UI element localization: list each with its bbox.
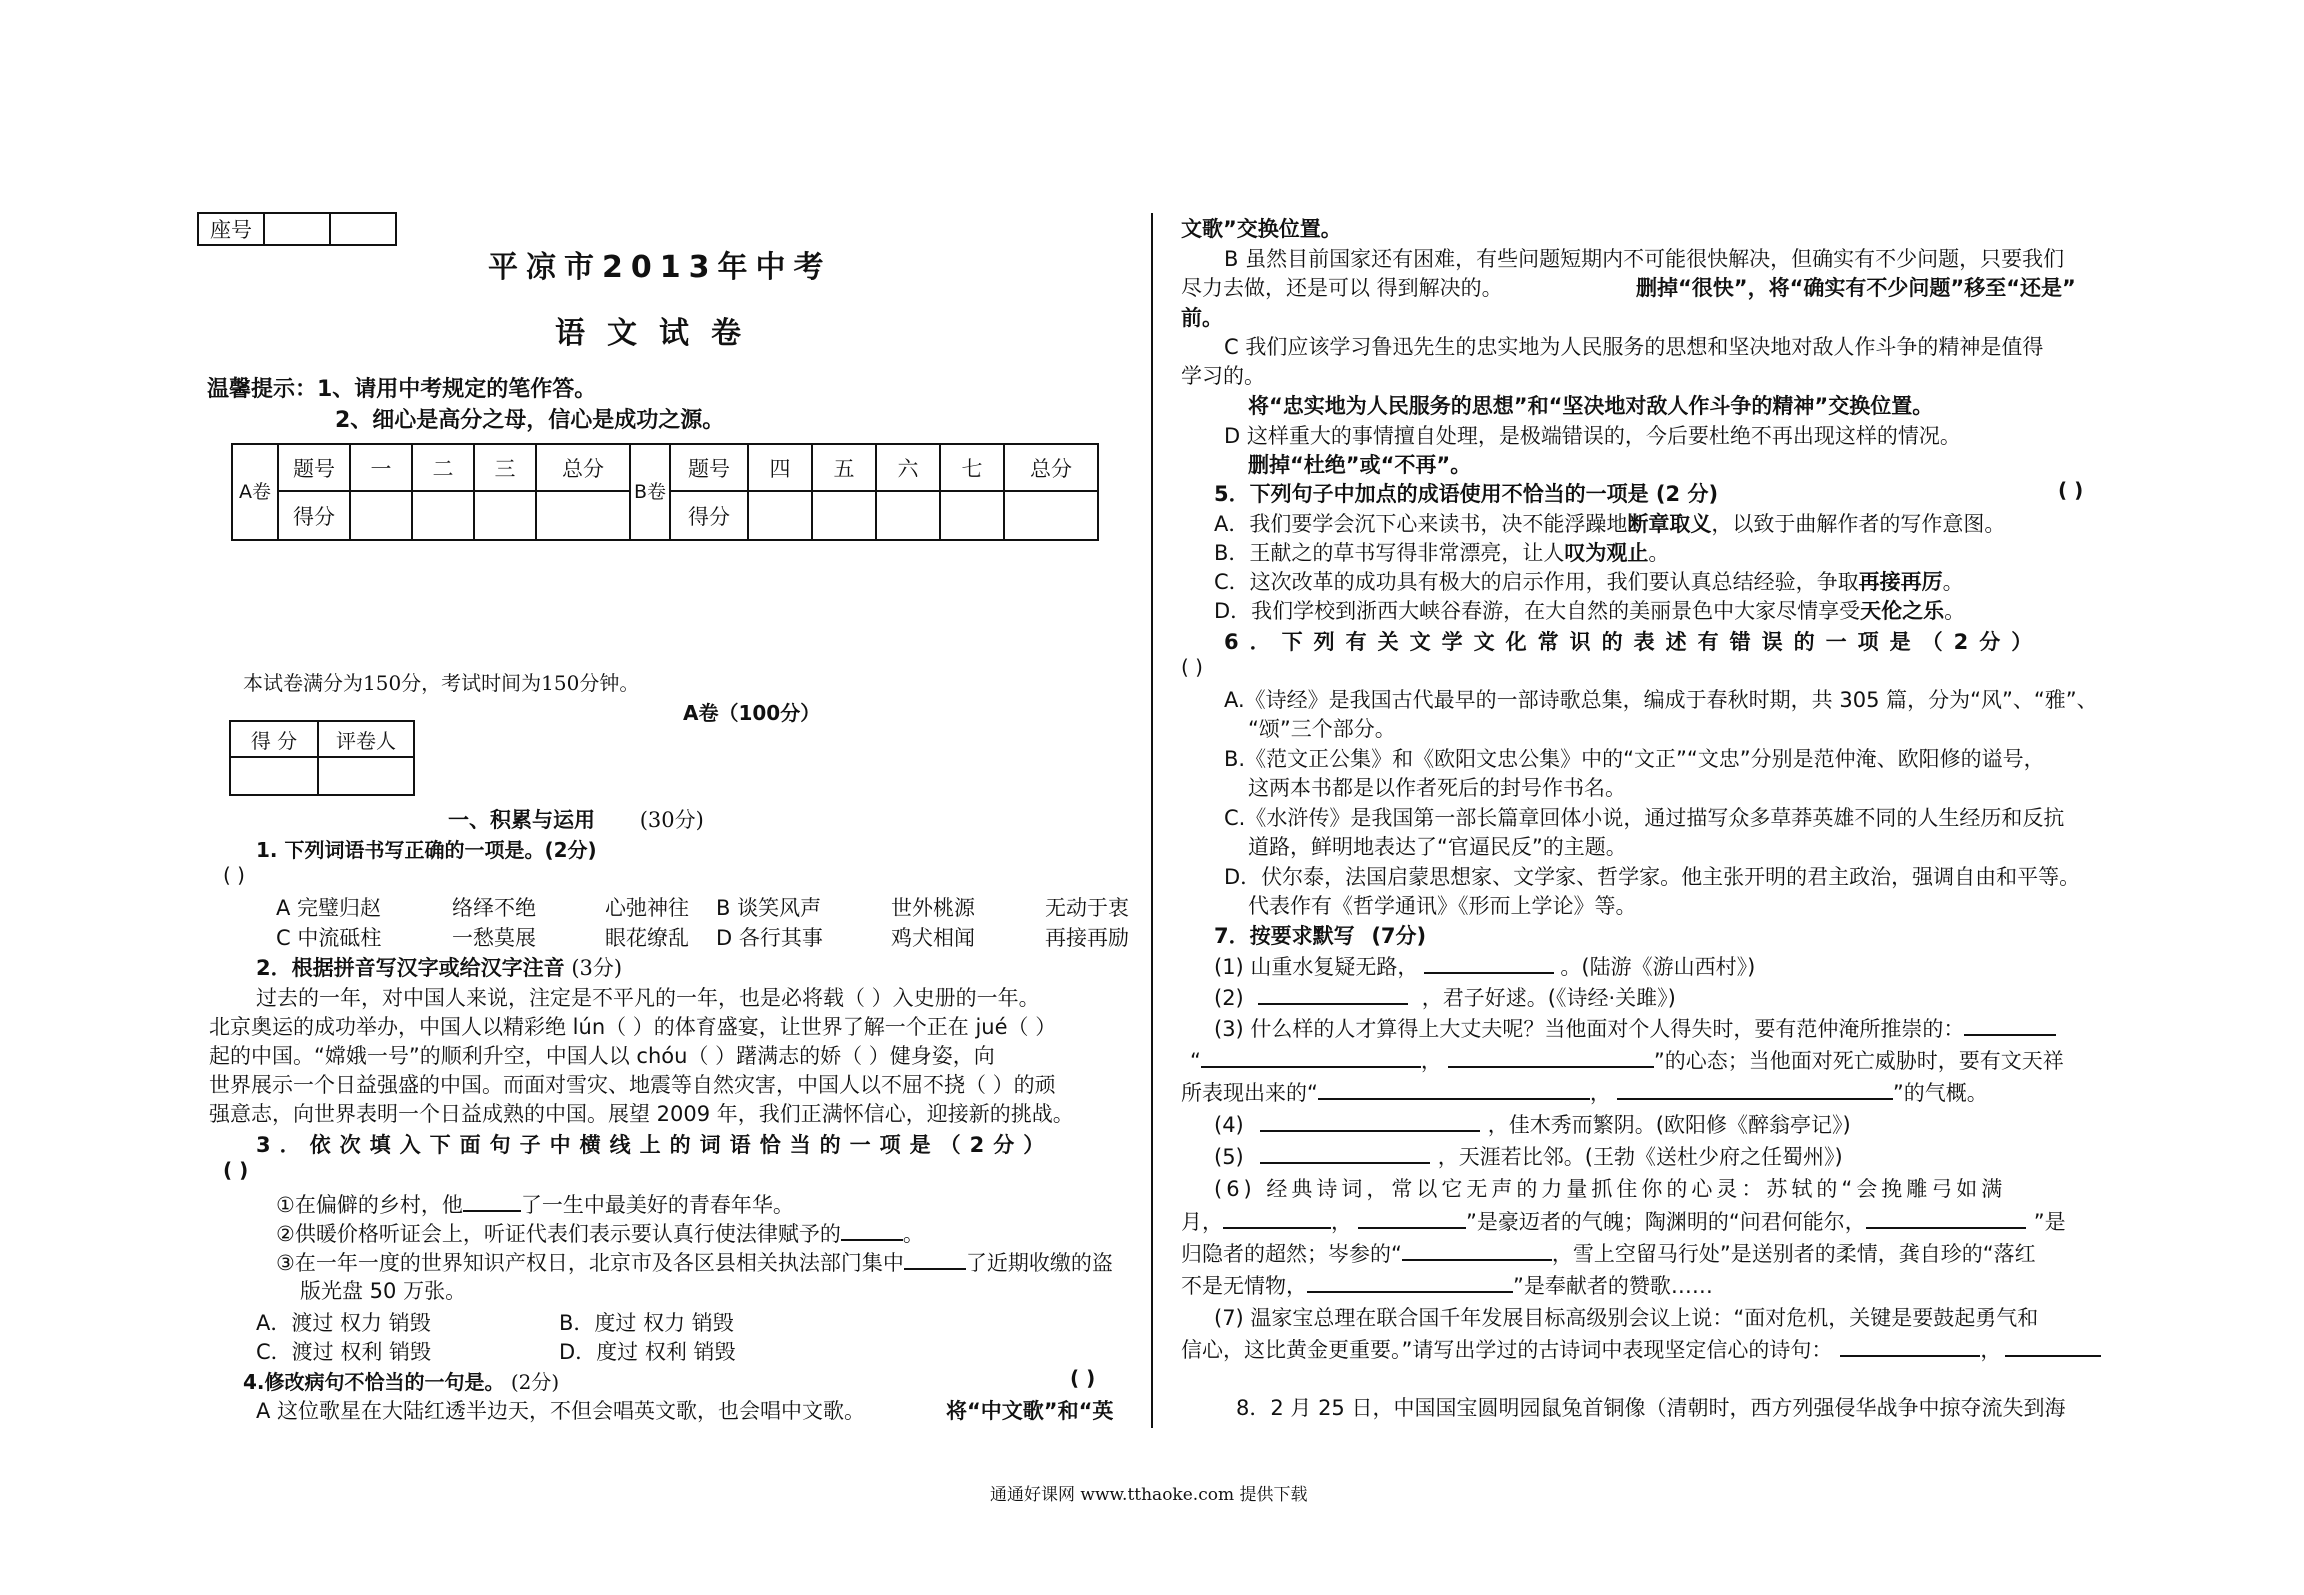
q2-line: 过去的一年，对中国人来说，注定是不平凡的一年，也是必将载（ ）入史册的一年。 — [256, 986, 1040, 1010]
exam-title: 平凉市2013年中考 — [488, 250, 832, 285]
q3-s1-end: 了一生中最美好的青春年华。 — [520, 1193, 794, 1217]
q1-word: 心弛神往 — [605, 896, 689, 920]
score-cell[interactable] — [474, 491, 536, 540]
exam-subtitle: 语文试卷 — [555, 316, 763, 351]
q5-stem: 5．下列句子中加点的成语使用不恰当的一项是 (2 分) — [1214, 482, 1719, 506]
q7-l4-src: ，佳木秀而繁阴。(欧阳修《醉翁亭记》) — [1487, 1113, 1851, 1137]
q4-option-b-fix-cont: 前。 — [1181, 306, 1223, 330]
q7-line-3c — [1181, 1076, 1988, 1107]
score-table-col: 三 — [474, 444, 536, 491]
q3-s1-text: ①在偏僻的乡村，他 — [276, 1193, 463, 1217]
q7-line-6: (6) 经典诗词，常以它无声的力量抓住你的心灵：苏轼的“会挽雕弓如满 — [1214, 1177, 2007, 1201]
q4-option-a-fix: 将“中文歌”和“英 — [946, 1399, 1114, 1423]
q7-l7-comma: ， — [1980, 1338, 2002, 1362]
seat-label: 座号 — [198, 213, 264, 245]
q7-l2-src: ，君子好逑。(《诗经·关雎》) — [1421, 986, 1676, 1010]
q7-blank[interactable] — [1424, 950, 1554, 974]
q7-blank[interactable] — [2005, 1333, 2101, 1357]
q7-blank[interactable] — [1358, 1205, 1466, 1229]
q7-l1-text: (1) 山重水复疑无路， — [1214, 955, 1419, 979]
q7-blank[interactable] — [1617, 1076, 1893, 1100]
q5-a-idiom: 断章取义 — [1627, 512, 1712, 536]
score-table-row-label: 得分 — [670, 491, 748, 540]
q7-blank[interactable] — [1260, 1140, 1430, 1164]
score-table-row-label: 题号 — [278, 444, 350, 491]
score-cell[interactable] — [876, 491, 940, 540]
q4-option-b-fix: 删掉“很快”，将“确实有不少问题”移至“还是” — [1636, 276, 2076, 300]
score-table-col: 总分 — [1004, 444, 1098, 491]
score-table-col: 二 — [412, 444, 474, 491]
q3-stem: 3．依次填入下面句子中横线上的词语恰当的一项是（2分） — [256, 1133, 1054, 1157]
q7-l3-end: ”的心态；当他面对死亡威胁时，要有文天祥 — [1653, 1049, 2064, 1073]
q7-line-1 — [1214, 950, 1755, 981]
q3-option-c: C．渡过 权利 销毁 — [256, 1340, 432, 1364]
q6-option-d: D．伏尔泰，法国启蒙思想家、文学家、哲学家。他主张开明的君主政治，强调自由和平等。 — [1224, 865, 2081, 889]
q7-line-5 — [1214, 1140, 1843, 1171]
q4-option-c-fix: 将“忠实地为人民服务的思想”和“坚决地对敌人作斗争的精神”交换位置。 — [1248, 394, 1934, 418]
grader-score-label: 得 分 — [230, 721, 318, 757]
q7-line-3 — [1214, 1012, 2056, 1043]
q7-l5-num: (5) — [1214, 1145, 1244, 1169]
q2-stem — [256, 952, 622, 982]
q3-option-b: B．度过 权力 销毁 — [559, 1311, 734, 1335]
q1-option: B 谈笑风声 — [716, 896, 822, 920]
q3-paren: ( ) — [223, 1158, 249, 1182]
q7-l6-text: ”是豪迈者的气魄；陶渊明的“问君何能尔， — [1466, 1210, 1866, 1234]
q5-d-end: 。 — [1944, 599, 1966, 623]
score-table-row-label: 题号 — [670, 444, 748, 491]
q7-line-7: (7) 温家宝总理在联合国千年发展目标高级别会议上说：“面对危机，关键是要鼓起勇气和 — [1214, 1306, 2039, 1330]
q7-blank[interactable] — [1201, 1044, 1421, 1068]
q2-points: (3分) — [571, 956, 623, 980]
score-cell[interactable] — [748, 491, 812, 540]
q6-paren: ( ) — [1181, 655, 1203, 679]
q2-line: 强意志，向世界表明一个日益成熟的中国。展望 2009 年，我们正满怀信心，迎接新的挑战。 — [209, 1102, 1074, 1126]
q7-blank[interactable] — [1402, 1237, 1552, 1261]
q1-word: 眼花缭乱 — [605, 926, 689, 950]
score-cell[interactable] — [350, 491, 412, 540]
grader-name-label: 评卷人 — [318, 721, 414, 757]
q3-s2-end: 。 — [902, 1222, 924, 1246]
q6-option-c-cont: 道路，鲜明地表达了“官逼民反”的主题。 — [1248, 835, 1627, 859]
score-table-row-label: 得分 — [278, 491, 350, 540]
q7-blank[interactable] — [1840, 1333, 1980, 1357]
q3-sentence-3-cont: 版光盘 50 万张。 — [300, 1279, 467, 1303]
q7-line-3b — [1190, 1044, 2064, 1075]
q7-l3-text: (3) 什么样的人才算得上大丈夫呢？当他面对个人得失时，要有范仲淹所推崇的： — [1214, 1017, 1965, 1041]
q8-stem: 8．2 月 25 日，中国国宝圆明园鼠兔首铜像（清朝时，西方列强侵华战争中掠夺流失到海 — [1236, 1396, 2066, 1420]
q1-option: C 中流砥柱 — [276, 926, 382, 950]
q7-l6-text4: 不是无情物， — [1181, 1274, 1307, 1298]
part1-title: 一、积累与运用 — [448, 808, 595, 832]
seat-cell[interactable] — [330, 213, 396, 245]
section-a-heading: A卷（100分） — [683, 701, 821, 725]
q2-line: 世界展示一个日益强盛的中国。而面对雪灾、地震等自然灾害，中国人以不屈不挠（ ）的顽 — [209, 1073, 1056, 1097]
score-table-col: 七 — [940, 444, 1004, 491]
q7-points: (7分) — [1371, 924, 1427, 948]
q7-blank[interactable] — [1260, 1108, 1480, 1132]
q2-stem-text: 2．根据拼音写汉字或给汉字注音 — [256, 956, 565, 980]
q1-word: 络绎不绝 — [452, 896, 536, 920]
q7-blank[interactable] — [1866, 1205, 2026, 1229]
q7-blank[interactable] — [1258, 981, 1408, 1005]
score-table-col: 总分 — [536, 444, 630, 491]
q3-sentence-3 — [276, 1246, 1113, 1277]
q4-option-c-cont: 学习的。 — [1181, 364, 1265, 388]
q5-c-end: 。 — [1942, 570, 1964, 594]
q7-stem — [1214, 920, 1426, 950]
score-table-col: 四 — [748, 444, 812, 491]
q5-b-text: B．王献之的草书写得非常漂亮，让人 — [1214, 541, 1565, 565]
q5-b-idiom: 叹为观止 — [1564, 541, 1649, 565]
tip-line-2: 2、细心是高分之母，信心是成功之源。 — [335, 408, 725, 433]
q6-option-d-cont: 代表作有《哲学通讯》《形而上学论》等。 — [1248, 894, 1637, 918]
q6-option-a-cont: “颂”三个部分。 — [1248, 717, 1396, 741]
q5-option-c — [1214, 566, 1964, 596]
q1-word: 再接再励 — [1045, 926, 1129, 950]
q7-l3-end2: ”的气概。 — [1892, 1081, 1988, 1105]
column-divider — [1151, 213, 1153, 1428]
q4-option-b: B 虽然目前国家还有困难，有些问题短期内不可能很快解决，但确实有不少问题，只要我们 — [1224, 247, 2065, 271]
q5-d-idiom: 天伦之乐 — [1860, 599, 1945, 623]
q7-l6-comma: ， — [1331, 1210, 1352, 1234]
q3-option-a: A．渡过 权力 销毁 — [256, 1311, 431, 1335]
q3-blank-2[interactable] — [841, 1217, 903, 1241]
q7-l6-text2: 归隐者的超然；岑参的“ — [1181, 1242, 1402, 1266]
q7-l6-text5: ”是奉献者的赞歌…… — [1513, 1274, 1713, 1298]
q6-option-b-cont: 这两本书都是以作者死后的封号作书名。 — [1248, 776, 1626, 800]
part1-points: (30分) — [639, 808, 704, 832]
score-cell[interactable] — [812, 491, 876, 540]
q6-stem: 6．下列有关文学文化常识的表述有错误的一项是（2分） — [1224, 630, 2044, 654]
q7-line-6d — [1181, 1269, 1713, 1300]
q3-option-d: D．度过 权利 销毁 — [559, 1340, 736, 1364]
q4-option-b-cont: 尽力去做，还是可以 得到解决的。 — [1181, 276, 1503, 300]
q6-option-b: B.《范文正公集》和《欧阳文忠公集》中的“文正”“文忠”分别是范仲淹、欧阳修的谥号， — [1224, 747, 2045, 771]
q5-paren: ( ) — [2058, 478, 2084, 502]
q7-blank[interactable] — [1223, 1205, 1331, 1229]
q5-d-text: D．我们学校到浙西大峡谷春游，在大自然的美丽景色中大家尽情享受 — [1214, 599, 1861, 623]
score-table-col: 五 — [812, 444, 876, 491]
q2-line: 北京奥运的成功举办，中国人以精彩绝 lún（ ）的体育盛宴，让世界了解一个正在 jué（ ） — [209, 1015, 1057, 1039]
q3-sentence-1 — [276, 1188, 794, 1219]
q3-s3-text: ③在一年一度的世界知识产权日，北京市及各区县相关执法部门集中 — [276, 1251, 904, 1275]
score-cell[interactable] — [1004, 491, 1098, 540]
q6-option-c: C.《水浒传》是我国第一部长篇章回体小说，通过描写众多草莽英雄不同的人生经历和反抗 — [1224, 806, 2065, 830]
q7-l3-quote: “ — [1190, 1049, 1201, 1073]
q5-option-b — [1214, 537, 1669, 567]
q7-l4-num: (4) — [1214, 1113, 1244, 1137]
q7-line-7b — [1181, 1333, 2101, 1364]
q7-blank[interactable] — [1964, 1012, 2056, 1036]
q7-l6-month: 月， — [1181, 1210, 1223, 1234]
part1-heading — [448, 804, 704, 834]
q3-s2-text: ②供暖价格听证会上，听证代表们表示要认真行使法律赋予的 — [276, 1222, 841, 1246]
q5-a-text: A．我们要学会沉下心来读书，决不能浮躁地 — [1214, 512, 1628, 536]
tip-line-1: 1、请用中考规定的笔作答。 — [317, 377, 597, 402]
q5-b-end: 。 — [1648, 541, 1670, 565]
q2-line: 起的中国。“嫦娥一号”的顺利升空，中国人以 chóu（ ）躇满志的娇（ ）健身姿，向 — [209, 1044, 995, 1068]
q7-stem-text: 7．按要求默写 — [1214, 924, 1355, 948]
score-table-col: 六 — [876, 444, 940, 491]
q1-stem: 1. 下列词语书写正确的一项是。(2分) — [256, 838, 597, 862]
q1-option: D 各行其事 — [716, 926, 823, 950]
q1-paren: ( ) — [223, 863, 245, 887]
q4-option-d-fix: 删掉“杜绝”或“不再”。 — [1248, 453, 1472, 477]
q3-blank-3[interactable] — [904, 1246, 966, 1270]
q5-option-a — [1214, 508, 2005, 538]
tip-label: 温馨提示： — [207, 377, 318, 402]
q7-l7-text: 信心，这比黄金更重要。”请写出学过的古诗词中表现坚定信心的诗句： — [1181, 1338, 1833, 1362]
score-table-a-label: A卷 — [232, 444, 278, 540]
q3-blank-1[interactable] — [463, 1188, 521, 1212]
q7-blank[interactable] — [1307, 1269, 1513, 1293]
q4-option-a: A 这位歌星在大陆红透半边天，不但会唱英文歌，也会唱中文歌。 — [256, 1399, 866, 1423]
q4-stem — [243, 1366, 559, 1395]
q7-l2-num: (2) — [1214, 986, 1244, 1010]
q1-word: 一愁莫展 — [452, 926, 536, 950]
q4-option-d: D 这样重大的事情擅自处理，是极端错误的，今后要杜绝不再出现这样的情况。 — [1224, 424, 1961, 448]
q7-blank[interactable] — [1318, 1076, 1590, 1100]
score-cell[interactable] — [536, 491, 630, 540]
q5-a-end: ，以致于曲解作者的写作意图。 — [1711, 512, 2006, 536]
grader-name-cell[interactable] — [318, 757, 414, 795]
q4-paren: ( ) — [1070, 1366, 1096, 1390]
q7-line-6c — [1181, 1237, 2036, 1268]
q3-s3-end: 了近期收缴的盗 — [965, 1251, 1113, 1275]
q4-stem-text: 4.修改病句不恰当的一句是。 — [243, 1370, 505, 1394]
q6-option-a: A.《诗经》是我国古代最早的一部诗歌总集，编成于春秋时期，共 305 篇，分为“风”、“雅”、 — [1224, 688, 2098, 712]
q5-c-idiom: 再接再厉 — [1858, 570, 1943, 594]
score-table — [231, 443, 1099, 541]
grader-table — [229, 720, 415, 796]
q1-option: A 完璧归赵 — [276, 896, 382, 920]
q1-word: 无动于衷 — [1045, 896, 1129, 920]
q1-word: 鸡犬相闻 — [891, 926, 975, 950]
grader-score-cell[interactable] — [230, 757, 318, 795]
score-cell[interactable] — [940, 491, 1004, 540]
q7-l3-prefix: 所表现出来的“ — [1181, 1081, 1318, 1105]
footer-text: 通通好课网 www.tthaoke.com 提供下载 — [990, 1485, 1308, 1505]
seat-cell[interactable] — [264, 213, 330, 245]
q7-l3-comma2: ， — [1589, 1081, 1611, 1105]
score-table-col: 一 — [350, 444, 412, 491]
q5-c-text: C．这次改革的成功具有极大的启示作用，我们要认真总结经验，争取 — [1214, 570, 1859, 594]
q7-line-4 — [1214, 1108, 1851, 1139]
q7-line-2 — [1214, 981, 1676, 1012]
q7-blank[interactable] — [1448, 1044, 1654, 1068]
q7-line-6b — [1181, 1205, 2066, 1236]
q3-sentence-2 — [276, 1217, 924, 1248]
q5-option-d — [1214, 595, 1965, 625]
q7-l5-src: ，天涯若比邻。(王勃《送杜少府之任蜀州》) — [1437, 1145, 1843, 1169]
score-table-b-label: B卷 — [630, 444, 670, 540]
seat-number-box — [197, 212, 397, 246]
q7-l6-text3: ，雪上空留马行处”是送别者的柔情，龚自珍的“落红 — [1551, 1242, 2036, 1266]
q4-option-a-cont: 文歌”交换位置。 — [1181, 217, 1342, 241]
q1-word: 世外桃源 — [891, 896, 975, 920]
q7-l1-src: 。(陆游《游山西村》) — [1560, 955, 1756, 979]
q4-option-c: C 我们应该学习鲁迅先生的忠实地为人民服务的思想和坚决地对敌人作斗争的精神是值得 — [1224, 335, 2044, 359]
exam-note: 本试卷满分为150分，考试时间为150分钟。 — [243, 671, 640, 695]
q4-points: (2分) — [510, 1370, 560, 1394]
score-cell[interactable] — [412, 491, 474, 540]
q7-l6-end: ”是 — [2033, 1210, 2066, 1234]
q7-l3-comma: ， — [1420, 1049, 1442, 1073]
